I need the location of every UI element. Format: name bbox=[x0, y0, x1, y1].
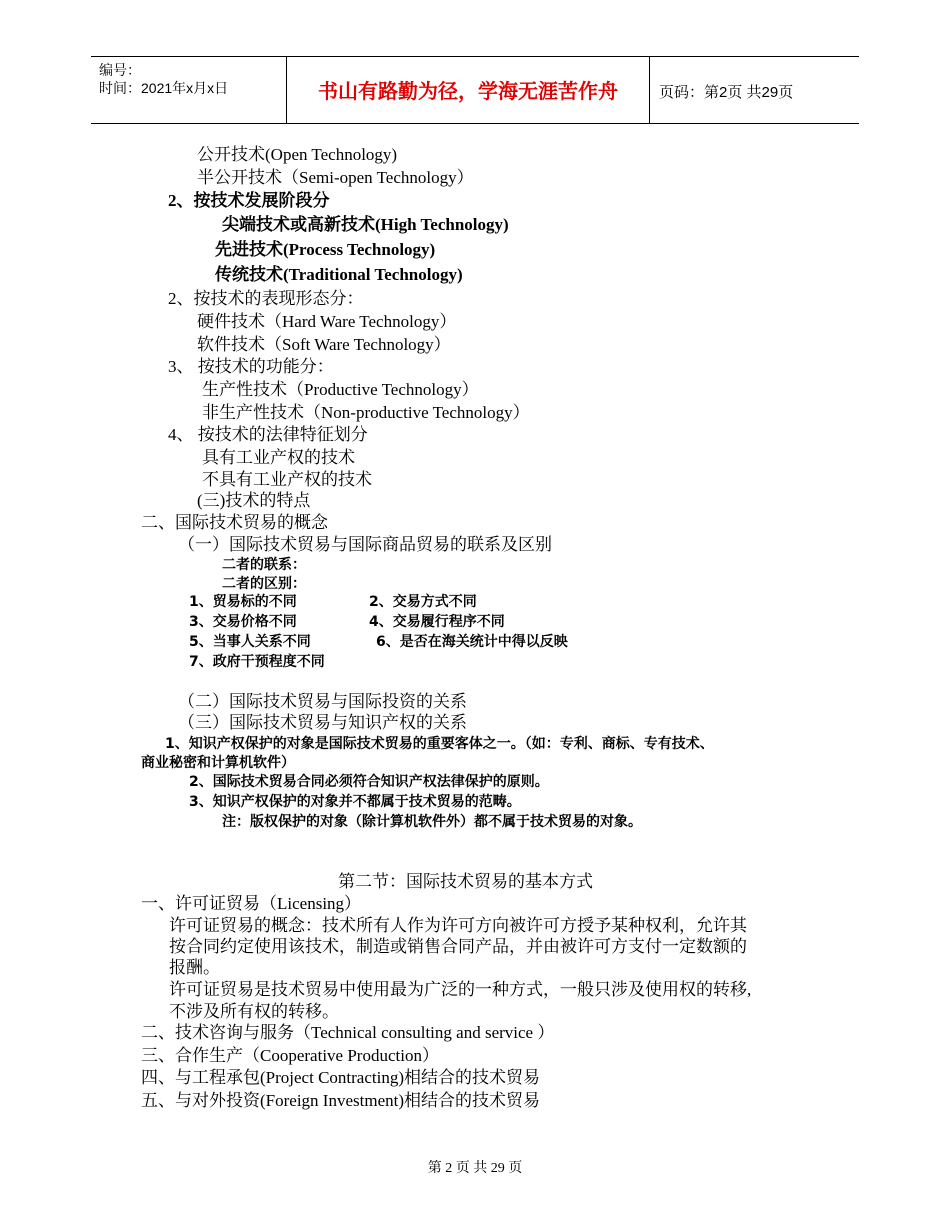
ip-item: 2、国际技术贸易合同必须符合知识产权法律保护的原则。 bbox=[189, 774, 549, 790]
section-title: 第二节：国际技术贸易的基本方式 bbox=[338, 872, 593, 891]
difference-item: 6、是否在海关统计中得以反映 bbox=[376, 634, 568, 650]
text-line: 4、 按技术的法律特征划分 bbox=[168, 425, 368, 444]
header-page-info: 页码：第2页 共29页 bbox=[659, 84, 794, 101]
header-motto: 书山有路勤为径，学海无涯苦作舟 bbox=[318, 79, 618, 103]
text-line: 3、 按技术的功能分： bbox=[168, 357, 334, 376]
text-line: 不具有工业产权的技术 bbox=[202, 470, 372, 489]
difference-item: 1、贸易标的不同 bbox=[189, 594, 297, 610]
text-line: （二）国际技术贸易与国际投资的关系 bbox=[178, 692, 467, 711]
difference-item: 3、交易价格不同 bbox=[189, 614, 297, 630]
text-line: （一）国际技术贸易与国际商品贸易的联系及区别 bbox=[178, 535, 552, 554]
paragraph-line: 报酬。 bbox=[169, 958, 220, 977]
header-meta bbox=[99, 61, 289, 97]
method-heading: 四、与工程承包(Project Contracting)相结合的技术贸易 bbox=[141, 1068, 540, 1087]
header-divider bbox=[649, 57, 650, 123]
text-line: 非生产性技术（Non-productive Technology） bbox=[202, 403, 530, 422]
difference-item: 5、当事人关系不同 bbox=[189, 634, 311, 650]
subheading: 2、按技术发展阶段分 bbox=[168, 191, 330, 210]
section-heading: 二、国际技术贸易的概念 bbox=[141, 513, 328, 532]
text-line: 具有工业产权的技术 bbox=[202, 448, 355, 467]
bold-note: 二者的区别： bbox=[222, 576, 306, 592]
time-label: 时间：2021年x月x日 bbox=[99, 80, 229, 96]
text-line: 软件技术（Soft Ware Technology） bbox=[197, 335, 451, 354]
number-label: 编号： bbox=[99, 62, 141, 78]
method-heading: 一、许可证贸易（Licensing） bbox=[141, 894, 362, 913]
page-header bbox=[91, 56, 859, 124]
ip-note: 注：版权保护的对象（除计算机软件外）都不属于技术贸易的对象。 bbox=[222, 814, 642, 830]
method-heading: 五、与对外投资(Foreign Investment)相结合的技术贸易 bbox=[141, 1091, 540, 1110]
subheading: 尖端技术或高新技术(High Technology) bbox=[222, 215, 509, 234]
method-heading: 二、技术咨询与服务（Technical consulting and service ） bbox=[141, 1023, 555, 1042]
paragraph-line: 按合同约定使用该技术，制造或销售合同产品，并由被许可方支付一定数额的 bbox=[169, 937, 747, 956]
method-heading: 三、合作生产（Cooperative Production） bbox=[141, 1046, 439, 1065]
paragraph-line: 许可证贸易的概念：技术所有人作为许可方向被许可方授予某种权利，允许其 bbox=[169, 916, 747, 935]
bold-note: 二者的联系： bbox=[222, 557, 306, 573]
text-line: 半公开技术（Semi-open Technology） bbox=[197, 168, 474, 187]
text-line: (三)技术的特点 bbox=[197, 491, 311, 510]
ip-item: 商业秘密和计算机软件） bbox=[141, 755, 295, 771]
text-line: （三）国际技术贸易与知识产权的关系 bbox=[178, 713, 467, 732]
difference-item: 7、政府干预程度不同 bbox=[189, 654, 325, 670]
ip-item: 3、知识产权保护的对象并不都属于技术贸易的范畴。 bbox=[189, 794, 521, 810]
subheading: 先进技术(Process Technology) bbox=[215, 240, 436, 259]
text-line: 2、按技术的表现形态分： bbox=[168, 289, 364, 308]
page-footer: 第 2 页 共 29 页 bbox=[427, 1161, 523, 1176]
text-line: 公开技术(Open Technology) bbox=[197, 145, 398, 164]
difference-item: 4、交易履行程序不同 bbox=[369, 614, 505, 630]
paragraph-line: 不涉及所有权的转移。 bbox=[169, 1002, 339, 1021]
text-line: 生产性技术（Productive Technology） bbox=[202, 380, 479, 399]
text-line: 硬件技术（Hard Ware Technology） bbox=[197, 312, 457, 331]
ip-item: 1、知识产权保护的对象是国际技术贸易的重要客体之一。（如：专利、商标、专有技术、 bbox=[165, 736, 714, 752]
subheading: 传统技术(Traditional Technology) bbox=[215, 265, 463, 284]
difference-item: 2、交易方式不同 bbox=[369, 594, 477, 610]
paragraph-line: 许可证贸易是技术贸易中使用最为广泛的一种方式，一般只涉及使用权的转移, bbox=[169, 980, 752, 999]
